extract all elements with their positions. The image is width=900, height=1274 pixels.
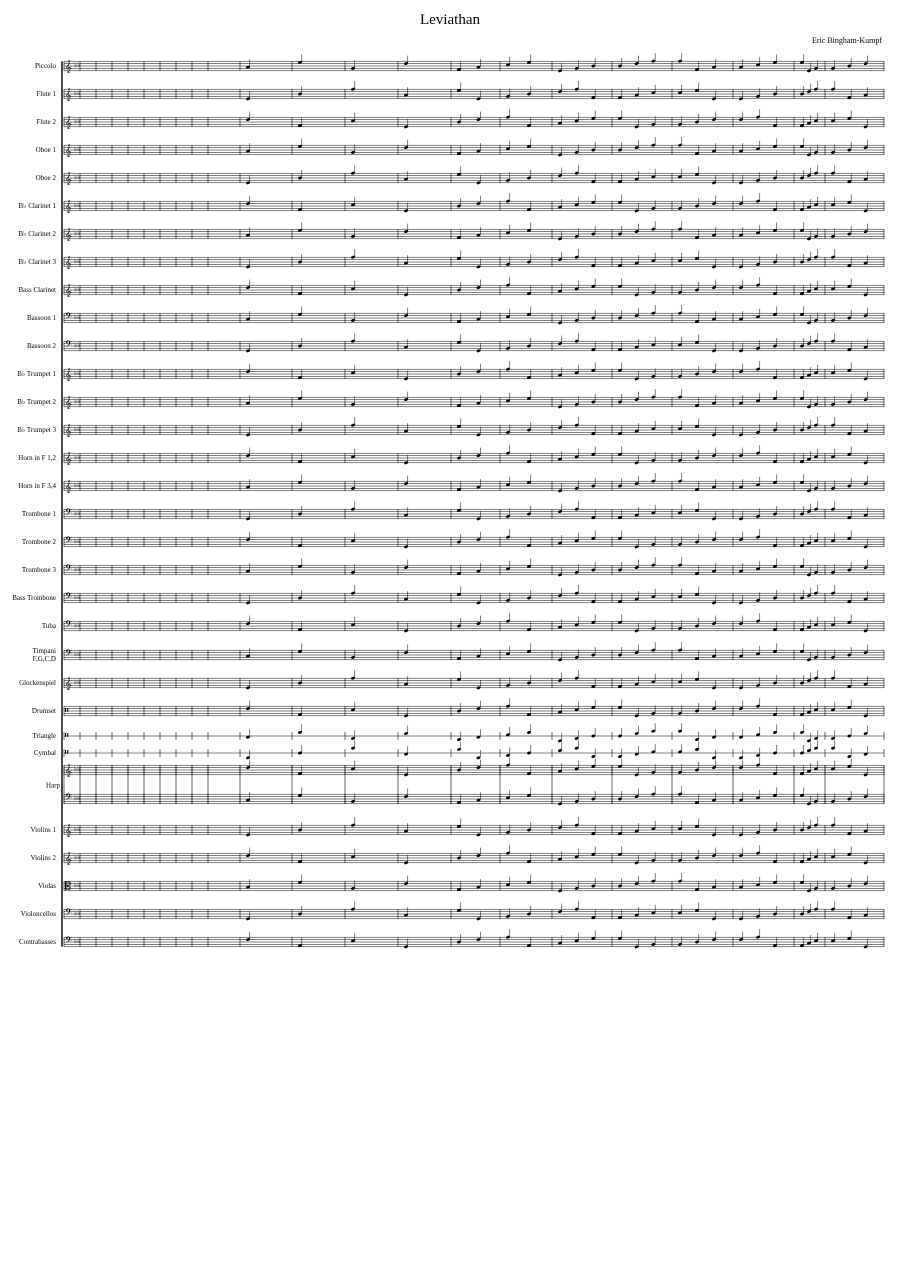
key-signature-icon: ♭♭ xyxy=(74,593,81,601)
bass-clef-icon: 𝄢 xyxy=(65,340,73,352)
instrument-label: Oboe 1 xyxy=(35,146,56,154)
key-signature-icon: ♭♭ xyxy=(74,257,81,265)
instrument-label: Timpani xyxy=(32,647,56,655)
bass-clef-icon: 𝄢 xyxy=(65,793,73,805)
key-signature-icon: ♭♭ xyxy=(74,565,81,573)
horn-in-f-3-4-staff xyxy=(64,481,884,491)
bass-clef-icon: 𝄢 xyxy=(65,536,73,548)
violoncellos-staff xyxy=(64,909,884,919)
instrument-label: B♭ Trumpet 2 xyxy=(17,398,56,406)
instrument-label: Bassoon 1 xyxy=(27,314,56,322)
instrument-label: Horn in F 1,2 xyxy=(18,454,56,462)
bassoon-1-staff xyxy=(64,313,884,323)
key-signature-icon: ♭♭ xyxy=(74,621,81,629)
bass-clef-icon: 𝄢 xyxy=(65,908,73,920)
violas-staff xyxy=(64,881,884,891)
key-signature-icon: ♭♭ xyxy=(74,201,81,209)
harp-lower-staff xyxy=(64,794,884,804)
key-signature-icon: ♭♭ xyxy=(74,397,81,405)
key-signature-icon: ♭♭ xyxy=(74,229,81,237)
score-title: Leviathan xyxy=(420,12,480,28)
bass-clef-icon: 𝄢 xyxy=(65,649,73,661)
treble-clef-icon: 𝄞 xyxy=(65,853,72,865)
instrument-label: Violins 1 xyxy=(30,826,56,834)
b-trumpet-1-staff xyxy=(64,369,884,379)
treble-clef-icon: 𝄞 xyxy=(65,145,72,157)
drumset-staff xyxy=(64,706,884,716)
violins-1-staff xyxy=(64,825,884,835)
harp-upper-staff xyxy=(64,765,884,775)
b-clarinet-2-staff xyxy=(64,229,884,239)
instrument-label: Trombone 2 xyxy=(21,538,56,546)
horn-in-f-1-2-staff xyxy=(64,453,884,463)
treble-clef-icon: 𝄞 xyxy=(65,257,72,269)
staves xyxy=(64,61,884,947)
flute-1-staff xyxy=(64,89,884,99)
instrument-label: Violoncellos xyxy=(20,910,56,918)
key-signature-icon: ♭♭ xyxy=(74,117,81,125)
glockenspiel-staff xyxy=(64,678,884,688)
instrument-label: Cymbal xyxy=(33,749,56,757)
triangle-staff xyxy=(64,732,884,740)
bassoon-2-staff xyxy=(64,341,884,351)
key-signature-icon: ♭♭ xyxy=(74,481,81,489)
key-signature-icon: ♭♭ xyxy=(74,853,81,861)
instrument-label: Tuba xyxy=(41,622,56,630)
key-signature-icon: ♭♭ xyxy=(74,341,81,349)
instrument-label: F,G,C,D xyxy=(32,655,56,663)
instrument-label: B♭ Clarinet 2 xyxy=(18,230,56,238)
key-signature-icon: ♭♭ xyxy=(74,537,81,545)
key-signature-icon: ♭♭ xyxy=(74,650,81,658)
treble-clef-icon: 𝄞 xyxy=(65,229,72,241)
key-signature-icon: ♭♭ xyxy=(74,678,81,686)
timpani-f-g-c-d-staff xyxy=(64,650,884,660)
violins-2-staff xyxy=(64,853,884,863)
oboe-2-staff xyxy=(64,173,884,183)
treble-clef-icon: 𝄞 xyxy=(65,117,72,129)
instrument-label: Piccolo xyxy=(35,62,56,70)
key-signature-icon: ♭♭ xyxy=(74,765,81,773)
bass-clef-icon: 𝄢 xyxy=(65,620,73,632)
contrabasses-staff xyxy=(64,937,884,947)
percussion-clef-icon: 𝄥 xyxy=(65,730,69,742)
instrument-label: B♭ Clarinet 1 xyxy=(18,202,56,210)
key-signature-icon: ♭♭ xyxy=(74,909,81,917)
instrument-label: B♭ Clarinet 3 xyxy=(18,258,56,266)
key-signature-icon: ♭♭ xyxy=(74,825,81,833)
bass-clef-icon: 𝄢 xyxy=(65,592,73,604)
treble-clef-icon: 𝄞 xyxy=(65,285,72,297)
instrument-label: Triangle xyxy=(32,732,56,740)
treble-clef-icon: 𝄞 xyxy=(65,481,72,493)
instrument-label: B♭ Trumpet 3 xyxy=(17,426,56,434)
bass-clef-icon: 𝄢 xyxy=(65,312,73,324)
instrument-label: Glockenspiel xyxy=(19,679,56,687)
treble-clef-icon: 𝄞 xyxy=(65,369,72,381)
key-signature-icon: ♭♭ xyxy=(74,89,81,97)
percussion-clef-icon: 𝄥 xyxy=(65,747,69,759)
instrument-label: Horn in F 3,4 xyxy=(18,482,56,490)
key-signature-icon: ♭♭ xyxy=(74,937,81,945)
composer-name: Eric Bingham-Kumpf xyxy=(812,36,882,45)
key-signature-icon: ♭♭ xyxy=(74,313,81,321)
treble-clef-icon: 𝄞 xyxy=(65,397,72,409)
instrument-label: Flute 2 xyxy=(36,118,56,126)
bass-clarinet-staff xyxy=(64,285,884,295)
piccolo-staff xyxy=(64,61,884,71)
instrument-label: Bass Clarinet xyxy=(18,286,56,294)
key-signature-icon: ♭♭ xyxy=(74,453,81,461)
instrument-label: Flute 1 xyxy=(36,90,56,98)
treble-clef-icon: 𝄞 xyxy=(65,89,72,101)
instrument-label: Violas xyxy=(38,882,56,890)
b-clarinet-1-staff xyxy=(64,201,884,211)
alto-clef-icon: 𝄡 xyxy=(65,881,72,893)
b-trumpet-2-staff xyxy=(64,397,884,407)
treble-clef-icon: 𝄞 xyxy=(65,61,72,73)
cymbal-staff xyxy=(64,749,884,757)
key-signature-icon: ♭♭ xyxy=(74,369,81,377)
treble-clef-icon: 𝄞 xyxy=(65,765,72,777)
treble-clef-icon: 𝄞 xyxy=(65,453,72,465)
treble-clef-icon: 𝄞 xyxy=(65,678,72,690)
percussion-clef-icon: 𝄥 xyxy=(65,705,69,717)
key-signature-icon: ♭♭ xyxy=(74,285,81,293)
key-signature-icon: ♭♭ xyxy=(74,881,81,889)
instrument-label: Oboe 2 xyxy=(35,174,56,182)
instrument-label: Bassoon 2 xyxy=(27,342,56,350)
tuba-staff xyxy=(64,621,884,631)
key-signature-icon: ♭♭ xyxy=(74,425,81,433)
instrument-label: Trombone 3 xyxy=(21,566,56,574)
key-signature-icon: ♭♭ xyxy=(74,145,81,153)
key-signature-icon: ♭♭ xyxy=(74,61,81,69)
flute-2-staff xyxy=(64,117,884,127)
bass-clef-icon: 𝄢 xyxy=(65,936,73,948)
notes xyxy=(246,53,868,949)
treble-clef-icon: 𝄞 xyxy=(65,425,72,437)
treble-clef-icon: 𝄞 xyxy=(65,201,72,213)
instrument-label: Bass Trombone xyxy=(12,594,56,602)
key-signature-icon: ♭♭ xyxy=(74,509,81,517)
trombone-2-staff xyxy=(64,537,884,547)
instrument-label: Drumset xyxy=(31,707,56,715)
trombone-3-staff xyxy=(64,565,884,575)
bass-clef-icon: 𝄢 xyxy=(65,564,73,576)
b-trumpet-3-staff xyxy=(64,425,884,435)
instrument-label: Trombone 1 xyxy=(21,510,56,518)
oboe-1-staff xyxy=(64,145,884,155)
instrument-label: Harp xyxy=(46,781,60,790)
bass-trombone-staff xyxy=(64,593,884,603)
b-clarinet-3-staff xyxy=(64,257,884,267)
treble-clef-icon: 𝄞 xyxy=(65,173,72,185)
instrument-label: Contrabasses xyxy=(19,938,56,946)
treble-clef-icon: 𝄞 xyxy=(65,825,72,837)
instrument-label: Violins 2 xyxy=(30,854,56,862)
bass-clef-icon: 𝄢 xyxy=(65,508,73,520)
instrument-label: B♭ Trumpet 1 xyxy=(17,370,56,378)
trombone-1-staff xyxy=(64,509,884,519)
key-signature-icon: ♭♭ xyxy=(74,794,81,802)
key-signature-icon: ♭♭ xyxy=(74,173,81,181)
